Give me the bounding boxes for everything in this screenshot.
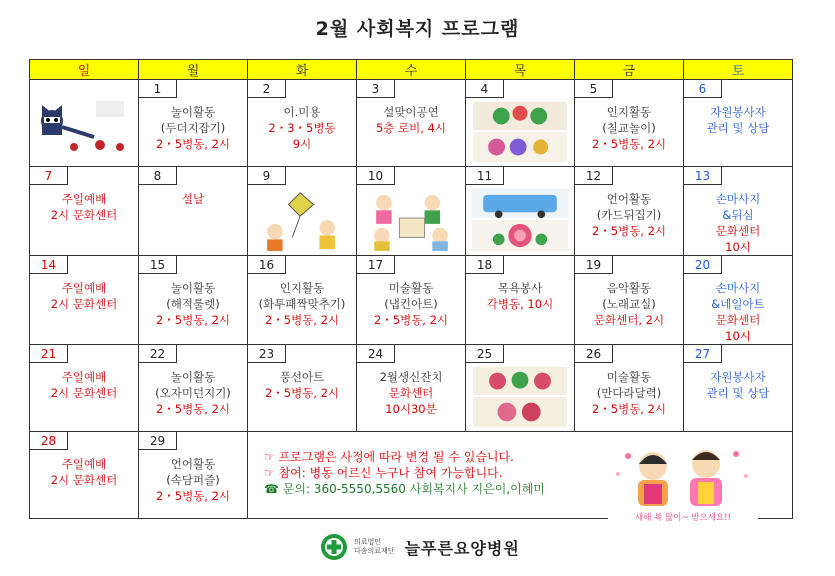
- event-line: &뒤심: [722, 208, 754, 222]
- event-text: [139, 456, 247, 504]
- event-text: [139, 280, 247, 328]
- event-line: 주일예배: [61, 457, 107, 471]
- event-text: [139, 104, 247, 152]
- day-cell: [684, 256, 793, 345]
- event-text: [30, 280, 138, 312]
- note-line: ☞ 참여: 병동 어르신 누구나 참여 가능합니다.: [264, 466, 503, 480]
- weekday-1: 월: [139, 60, 248, 80]
- day-cell: [575, 80, 684, 167]
- day-cell: [357, 345, 466, 432]
- event-line: (화투패짝맞추기): [258, 297, 346, 311]
- day-number: 27: [684, 345, 722, 363]
- event-text: [575, 280, 683, 328]
- logo-line1: 의료법인: [354, 538, 382, 546]
- event-line: (오자미던지기): [155, 386, 231, 400]
- event-line: 2・3・5병동: [268, 121, 336, 135]
- event-line: 2시 문화센터: [50, 473, 118, 487]
- bus-flower-art-image: [470, 189, 570, 251]
- day-cell: [248, 80, 357, 167]
- weekday-0: 일: [30, 60, 139, 80]
- day-number: 28: [30, 432, 68, 450]
- event-text: [30, 191, 138, 223]
- event-line: 이.미용: [283, 105, 321, 119]
- day-number: 21: [30, 345, 68, 363]
- event-line: 2・5병동, 2시: [155, 489, 231, 503]
- event-text: [357, 104, 465, 136]
- day-cell: [139, 256, 248, 345]
- day-cell: [575, 167, 684, 256]
- note-line: ☞ 프로그램은 사정에 따라 변경 될 수 있습니다.: [264, 450, 514, 464]
- event-line: 음악활동: [606, 281, 652, 295]
- day-number: 19: [575, 256, 613, 274]
- event-line: 설맞이공연: [383, 105, 439, 119]
- event-line: 미술활동: [388, 281, 434, 295]
- event-line: 언어활동: [170, 457, 216, 471]
- greeting-text: 새해 복 많이~ 받으세요!!: [635, 513, 731, 523]
- day-number: 13: [684, 167, 722, 185]
- event-line: 10시: [725, 329, 751, 343]
- event-line: 10시30분: [385, 402, 437, 416]
- day-cell: [466, 256, 575, 345]
- event-text: [357, 280, 465, 328]
- event-line: 놀이활동: [170, 370, 216, 384]
- day-number: 8: [139, 167, 177, 185]
- event-line: (만다라달력): [596, 386, 662, 400]
- day-cell: [575, 256, 684, 345]
- calendar-week-row: [30, 256, 793, 345]
- event-text: [684, 369, 792, 401]
- event-line: 10시: [725, 240, 751, 254]
- day-number: 10: [357, 167, 395, 185]
- day-number: 14: [30, 256, 68, 274]
- event-line: 자원봉사자: [710, 370, 766, 384]
- day-cell: [357, 80, 466, 167]
- event-line: 각병동, 10시: [486, 297, 554, 311]
- event-text: [248, 104, 356, 152]
- day-number: 24: [357, 345, 395, 363]
- event-line: 설날: [181, 192, 205, 206]
- event-text: [575, 191, 683, 239]
- weekday-5: 금: [575, 60, 684, 80]
- event-text: [30, 369, 138, 401]
- event-text: [30, 456, 138, 488]
- logo-line2: 다솜의료재단: [354, 547, 395, 555]
- event-line: 2월생신잔치: [379, 370, 443, 384]
- day-cell: [30, 345, 139, 432]
- cartoon-cat-image: [34, 84, 134, 162]
- event-text: [139, 191, 247, 207]
- event-line: 주일예배: [61, 281, 107, 295]
- day-cell: [357, 167, 466, 256]
- day-cell: [684, 80, 793, 167]
- day-cell: [139, 167, 248, 256]
- event-text: [575, 369, 683, 417]
- event-line: 미술활동: [606, 370, 652, 384]
- day-number: 11: [466, 167, 504, 185]
- event-line: 2・5병동, 2시: [591, 137, 667, 151]
- day-cell: [466, 80, 575, 167]
- day-number: 20: [684, 256, 722, 274]
- event-line: (해적룰렛): [166, 297, 220, 311]
- weekday-3: 수: [357, 60, 466, 80]
- event-line: 풍선아트: [279, 370, 325, 384]
- note-line: ☎ 문의: 360-5550,5560 사회복지사 지은이,이혜미: [264, 482, 545, 496]
- event-line: 문화센터: [715, 313, 761, 327]
- day-number: 15: [139, 256, 177, 274]
- calendar-week-row: [30, 167, 793, 256]
- event-line: 관리 및 상담: [706, 121, 770, 135]
- day-cell: [466, 345, 575, 432]
- event-line: 2시 문화센터: [50, 208, 118, 222]
- day-number: 9: [248, 167, 286, 185]
- event-line: 2・5병동, 2시: [155, 402, 231, 416]
- event-line: 2・5병동, 2시: [264, 386, 340, 400]
- day-number: 2: [248, 80, 286, 98]
- event-line: (냅킨아트): [384, 297, 438, 311]
- hospital-logo: [320, 533, 520, 561]
- day-number: 3: [357, 80, 395, 98]
- event-line: (두더지잡기): [160, 121, 226, 135]
- event-text: [684, 280, 792, 344]
- day-number: 12: [575, 167, 613, 185]
- day-cell: [466, 167, 575, 256]
- day-cell: [30, 256, 139, 345]
- day-number: 18: [466, 256, 504, 274]
- event-line: 2・5병동, 2시: [591, 402, 667, 416]
- day-number: 25: [466, 345, 504, 363]
- event-line: 2・5병동, 2시: [591, 224, 667, 238]
- event-line: 언어활동: [606, 192, 652, 206]
- event-line: 주일예배: [61, 370, 107, 384]
- calendar-week-row: [30, 80, 793, 167]
- day-cell: [30, 167, 139, 256]
- event-line: 인지활동: [279, 281, 325, 295]
- event-line: 2・5병동, 2시: [373, 313, 449, 327]
- event-line: 놀이활동: [170, 105, 216, 119]
- event-text: [684, 104, 792, 136]
- hospital-name: 늘푸른요양병원: [404, 538, 520, 558]
- day-cell: [357, 256, 466, 345]
- event-line: 손마사지: [715, 192, 761, 206]
- day-number: 26: [575, 345, 613, 363]
- day-number: 22: [139, 345, 177, 363]
- event-line: (칠교놀이): [602, 121, 656, 135]
- event-line: 2・5병동, 2시: [155, 313, 231, 327]
- craft-photo-image: [470, 102, 570, 162]
- day-cell: [139, 80, 248, 167]
- day-cell: [30, 80, 139, 167]
- event-line: 관리 및 상담: [706, 386, 770, 400]
- day-cell: [684, 167, 793, 256]
- flower-cloth-image: [470, 367, 570, 427]
- day-cell: [684, 345, 793, 432]
- event-line: 자원봉사자: [710, 105, 766, 119]
- event-line: &네일아트: [711, 297, 765, 311]
- event-line: 인지활동: [606, 105, 652, 119]
- day-cell: [248, 345, 357, 432]
- event-text: [139, 369, 247, 417]
- weekday-2: 화: [248, 60, 357, 80]
- day-number: 5: [575, 80, 613, 98]
- day-cell: [139, 432, 248, 519]
- day-number: 29: [139, 432, 177, 450]
- event-line: 2・5병동, 2시: [155, 137, 231, 151]
- new-year-greeting-image: [608, 444, 758, 526]
- event-line: 문화센터: [715, 224, 761, 238]
- event-line: (노래교실): [602, 297, 656, 311]
- event-line: 문화센터, 2시: [593, 313, 665, 327]
- day-cell: [575, 345, 684, 432]
- event-line: (속담퍼즐): [166, 473, 220, 487]
- event-text: [248, 369, 356, 401]
- weekday-4: 목: [466, 60, 575, 80]
- event-line: 문화센터: [388, 386, 434, 400]
- day-number: 4: [466, 80, 504, 98]
- event-line: 5층 로비, 4시: [375, 121, 447, 135]
- day-cell: [139, 345, 248, 432]
- event-text: [684, 191, 792, 255]
- notes-section: [264, 449, 545, 497]
- event-text: [466, 280, 574, 312]
- day-cell: [248, 167, 357, 256]
- event-line: 2・5병동, 2시: [264, 313, 340, 327]
- event-text: [575, 104, 683, 152]
- calendar-week-row: [30, 345, 793, 432]
- page-title: 2월 사회복지 프로그램: [315, 18, 520, 40]
- event-text: [357, 369, 465, 417]
- day-number: 16: [248, 256, 286, 274]
- event-line: 2시 문화센터: [50, 297, 118, 311]
- kids-kite-image: [252, 189, 352, 251]
- day-number: 1: [139, 80, 177, 98]
- kids-yut-image: [361, 189, 461, 251]
- event-line: 목욕봉사: [497, 281, 543, 295]
- day-number: 7: [30, 167, 68, 185]
- event-line: 주일예배: [61, 192, 107, 206]
- event-line: 손마사지: [715, 281, 761, 295]
- event-line: 9시: [292, 137, 312, 151]
- weekday-header-row: [30, 60, 793, 80]
- day-cell: [248, 256, 357, 345]
- weekday-6: 토: [684, 60, 793, 80]
- event-line: 2시 문화센터: [50, 386, 118, 400]
- event-text: [248, 280, 356, 328]
- day-cell: [30, 432, 139, 519]
- event-line: 놀이활동: [170, 281, 216, 295]
- day-number: 6: [684, 80, 722, 98]
- event-line: (카드뒤집기): [596, 208, 662, 222]
- day-number: 23: [248, 345, 286, 363]
- hospital-emblem-icon: [320, 533, 348, 561]
- day-number: 17: [357, 256, 395, 274]
